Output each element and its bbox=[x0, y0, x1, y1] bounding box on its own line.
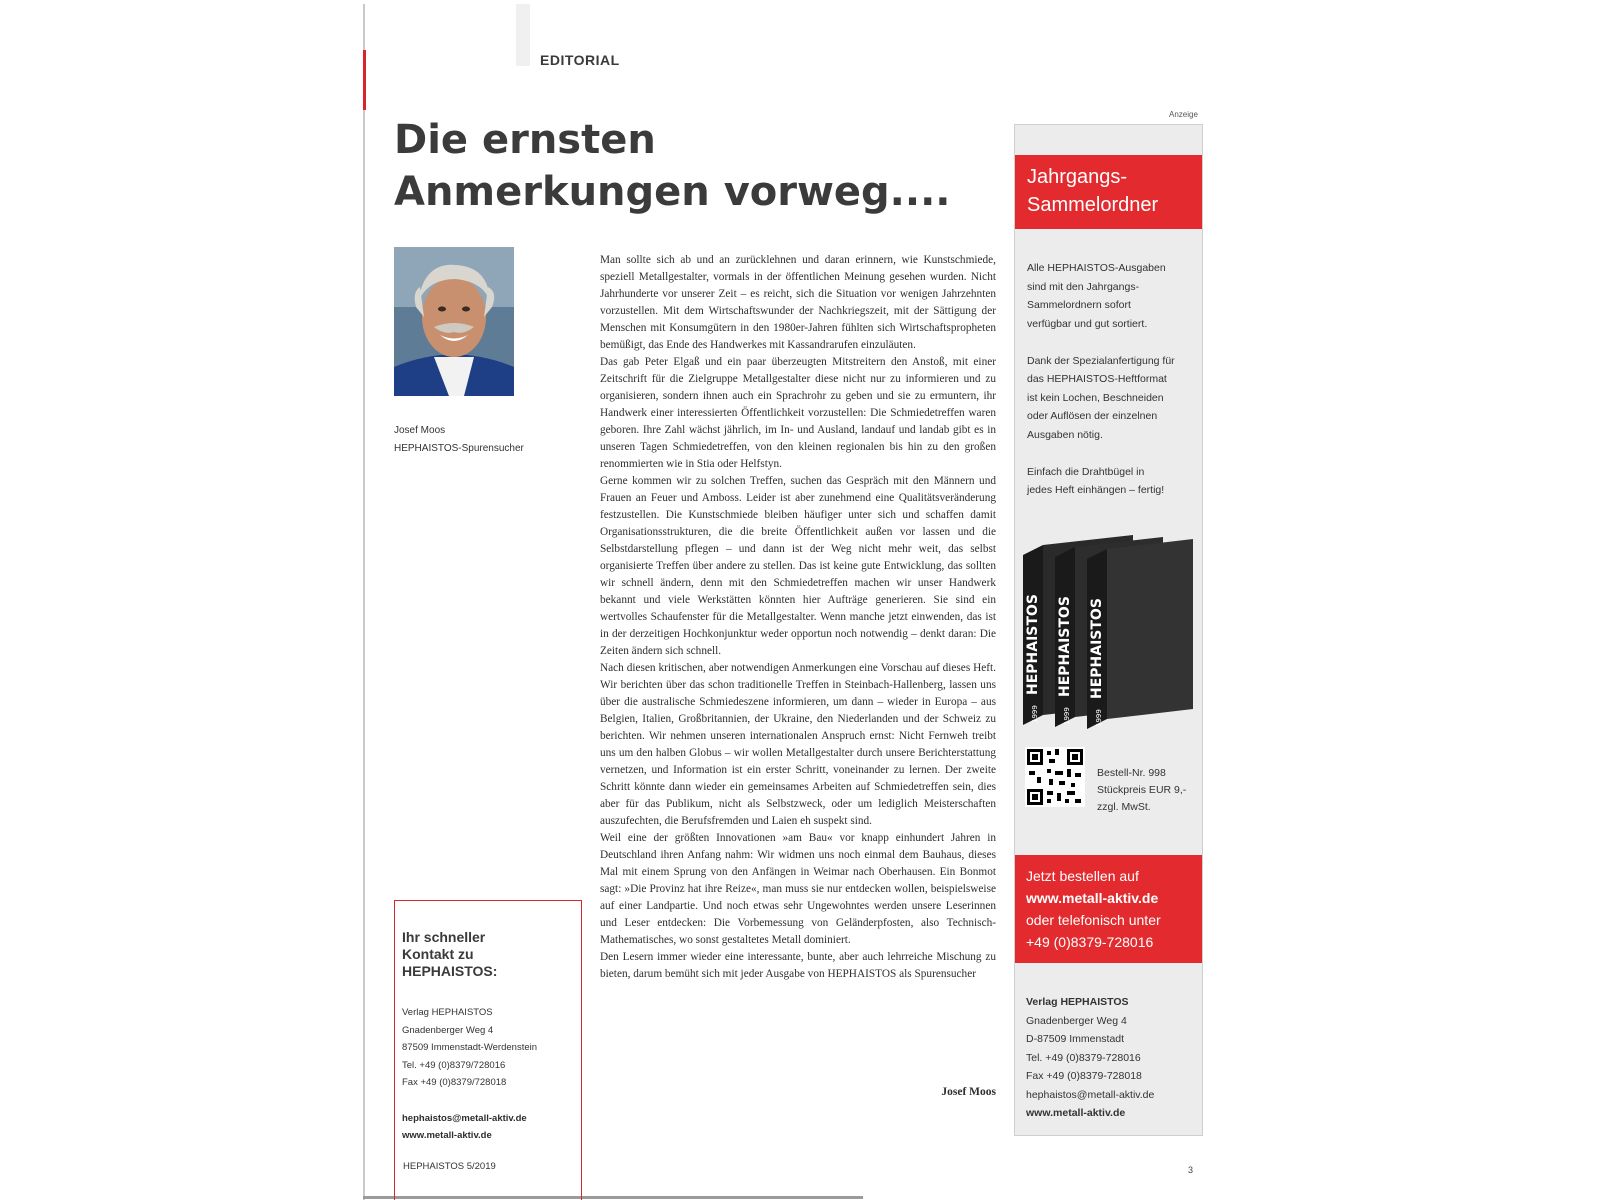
contact-box bbox=[394, 900, 582, 1200]
headline bbox=[394, 114, 954, 218]
issue-label: HEPHAISTOS 5/2019 bbox=[403, 1161, 496, 1172]
page-number: 3 bbox=[1188, 1165, 1194, 1175]
contact-line: 87509 Immenstadt-Werdenstein bbox=[402, 1042, 538, 1053]
article-paragraph: Gerne kommen wir zu solchen Treffen, suchen das Gespräch mit den Männern und Frauen an Feuer und Amboss. Leider ist aber zunehmend eine Qualitätsveränderung festzustellen. Die Kunstschmiede bleiben häufiger unter sich und schaffen damit Organisationsstrukturen, die die breite Öffentlichkeit außen vor lassen und die Selbstdarstellung pflegen – und dann ist der Weg nicht mehr weit, das selbst organisierte Treffen über andere zu stellen. Das ist keine gute Entwicklung, das sollten wir schnell ändern, denn mit den Schmiedetreffen machen wir unser Handwerk bekannt und viele Werkstätten könnten hier Aufträge generieren. Sie sind ein wertvolles Schaufenster für die Metallgestalter. Wenn manche jetzt einwenden, das ist in der derzeitigen Hochkonjunktur weder opportun noch notwendig – denkt daran: Die Zeiten ändern sich schnell. bbox=[600, 475, 996, 657]
article-paragraph: Das gab Peter Elgaß und ein paar überzeugten Mitstreitern den Anstoß, mit einer Zeitschrift für die Zielgruppe Metallgestalter diese nicht nur zu informieren und zu organisieren, sondern ihnen auch ein Sprachrohr zu geben und sie zu ermuntern, ihr Handwerk einer interessierten Öffentlichkeit vorzustellen: Die Schmiedetreffen waren geboren. Ihre Zahl wächst jährlich, im In- und Ausland, landauf und landab gibt es in unseren Tagen Schmiedetreffen, von den kleinen regionalen bis hin zu den großen renommierten wie in Stia oder Helfstyn. bbox=[600, 356, 996, 470]
cta-phone[interactable]: +49 (0)8379-728016 bbox=[1026, 934, 1154, 950]
ad-copy-line: ist kein Lochen, Beschneiden bbox=[1027, 391, 1164, 404]
order-info bbox=[1097, 765, 1186, 816]
publisher-email-link[interactable]: hephaistos@metall-aktiv.de bbox=[1026, 1088, 1155, 1101]
publisher-name: Verlag HEPHAISTOS bbox=[1026, 996, 1129, 1008]
order-price: Stückpreis EUR 9,- bbox=[1097, 784, 1187, 796]
binder-year: 1999 bbox=[1095, 709, 1103, 727]
binder-brand: HEPHAISTOS bbox=[1089, 598, 1105, 699]
cta-line: oder telefonisch unter bbox=[1026, 912, 1161, 928]
author-name: Josef Moos bbox=[394, 425, 446, 436]
contact-line: Gnadenberger Weg 4 bbox=[402, 1024, 494, 1036]
article-signature: Josef Moos bbox=[941, 1086, 996, 1098]
binder-brand: HEPHAISTOS bbox=[1057, 596, 1073, 697]
publisher-phone: Tel. +49 (0)8379-728016 bbox=[1026, 1051, 1141, 1064]
ad-copy-line: das HEPHAISTOS-Heftformat bbox=[1027, 373, 1167, 385]
contact-line: Verlag HEPHAISTOS bbox=[402, 1007, 493, 1018]
ad-copy-line: Alle HEPHAISTOS-Ausgaben bbox=[1027, 262, 1166, 274]
binder-year: 1999 bbox=[1063, 707, 1071, 725]
section-label: EDITORIAL bbox=[540, 52, 620, 68]
ad-copy-line: oder Auflösen der einzelnen bbox=[1027, 410, 1158, 422]
advertisement bbox=[1014, 124, 1203, 1136]
contact-title bbox=[402, 929, 574, 980]
ad-copy-line: verfügbar und gut sortiert. bbox=[1027, 317, 1148, 330]
publisher-fax: Fax +49 (0)8379-728018 bbox=[1026, 1070, 1142, 1082]
red-edge-marker bbox=[363, 50, 366, 110]
author-photo-image bbox=[394, 247, 514, 396]
headline-line: Anmerkungen vorweg.... bbox=[394, 169, 951, 215]
author-role: HEPHAISTOS-Spurensucher bbox=[394, 443, 524, 454]
ad-call-to-action bbox=[1015, 855, 1203, 963]
article-paragraph: Den Lesern immer wieder eine interessante, bunte, aber auch lehrreiche Mischung zu bieten, darum bemüht sich mit jeder Ausgabe von HEPHAISTOS als Spurensucher bbox=[600, 951, 996, 980]
binder-brand: HEPHAISTOS bbox=[1025, 594, 1041, 695]
cta-line: Jetzt bestellen auf bbox=[1026, 868, 1139, 884]
contact-phone: Tel. +49 (0)8379/728016 bbox=[402, 1059, 506, 1071]
order-number: Bestell-Nr. 998 bbox=[1097, 767, 1166, 779]
contact-address bbox=[402, 1004, 574, 1092]
binder-year: 1999 bbox=[1031, 705, 1039, 723]
ad-title bbox=[1015, 155, 1203, 229]
ad-copy-line: sind mit den Jahrgangs- bbox=[1027, 280, 1140, 293]
publisher-line: Gnadenberger Weg 4 bbox=[1026, 1014, 1127, 1027]
article-body bbox=[600, 252, 996, 983]
author-photo bbox=[394, 247, 514, 396]
ad-copy-line: Einfach die Drahtbügel in bbox=[1027, 465, 1145, 478]
ad-paragraph bbox=[1027, 463, 1193, 500]
ad-copy-line: jedes Heft einhängen – fertig! bbox=[1027, 484, 1165, 496]
contact-title-line: HEPHAISTOS: bbox=[402, 963, 498, 979]
ad-title-line: Sammelordner bbox=[1027, 194, 1159, 216]
ad-copy-line: Dank der Spezialanfertigung für bbox=[1027, 354, 1175, 367]
ad-publisher bbox=[1026, 993, 1154, 1123]
article-paragraph: Weil eine der größten Innovationen »am Bau« vor knapp einhundert Jahren in Deutschland ihren Anfang nahm: Wir widmen uns noch einmal dem Bauhaus, dieses Mal mit einem Sprung von den Anfängen in Weimar nach Oberhausen. Ein Bonmot sagt: »Die Provinz hat ihre Reize«, man muss sie nur entdecken wollen, beispielsweise auf einer Landpartie. Und noch etwas sehr Ungewohntes werden unsere Leserinnen und Leser entdecken: Die Vorbemessung von Geländerpfosten, also Technisch-Mathematisches, wo sonst gestaltetes Metall dominiert. bbox=[600, 832, 996, 946]
publisher-website-link[interactable]: www.metall-aktiv.de bbox=[1026, 1107, 1126, 1119]
binders-image bbox=[1023, 535, 1195, 735]
article-paragraph: Nach diesen kritischen, aber notwendigen Anmerkungen eine Vorschau auf dieses Heft. Wir berichten über das schon traditionelle Treffen in Steinbach-Hallenberg, lassen uns über die australische Schmiedeszene informieren, um dann – wieder in Europa – aus Belgien, Italien, Großbritannien, der Ukraine, den Niederlanden und der Schweiz zu berichten. Wir nehmen unseren internationalen Anspruch ernst: Nicht Fernweh treibt uns um den halben Globus – wir wollen Metallgestalter durch unsere Berichterstattung vernetzen, und Information ist ein erster Schritt, voneinander zu lernen. Der zweite Schritt könnte dann wieder ein gemeinsames Arbeiten auf Schmiedetreffen sein, dies aber für das Publikum, nicht als Selbstzweck, oder um lediglich Meisterschaften auszufechten, die Berufsfremden und Laien eh suspekt sind. bbox=[600, 662, 996, 827]
contact-title-line: Kontakt zu bbox=[402, 946, 474, 962]
article-paragraph: Man sollte sich ab und an zurücklehnen und daran erinnern, wie Kunstschmiede, speziell Metallgestalter, vormals in der öffentlichen Meinung gesehen wurden. Nicht Jahrhunderte vor unserer Zeit – es reicht, sich die Situation vor wenigen Jahrzehnten vorzustellen. Mit dem Wirtschaftswunder der Nachkriegszeit, mit der Sättigung der Menschen mit Konsumgütern in den 1980er-Jahren fühlten sich Wirtschaftspropheten bemüßigt, das Ende des Handwerkes mit Kassandrarufen einzuläuten. bbox=[600, 254, 996, 351]
ad-paragraph bbox=[1027, 259, 1193, 333]
cta-website-link[interactable]: www.metall-aktiv.de bbox=[1026, 890, 1159, 906]
contact-title-line: Ihr schneller bbox=[402, 929, 486, 945]
ad-title-line: Jahrgangs- bbox=[1027, 166, 1128, 188]
section-tab bbox=[516, 4, 530, 66]
ad-copy-line: Ausgaben nötig. bbox=[1027, 428, 1103, 441]
contact-web bbox=[402, 1110, 574, 1145]
ad-label: Anzeige bbox=[1169, 110, 1198, 119]
contact-email-link[interactable]: hephaistos@metall-aktiv.de bbox=[402, 1112, 527, 1124]
publisher-line: D-87509 Immenstadt bbox=[1026, 1033, 1125, 1045]
contact-fax: Fax +49 (0)8379/728018 bbox=[402, 1077, 507, 1088]
contact-website-link[interactable]: www.metall-aktiv.de bbox=[402, 1130, 492, 1141]
page-edge bbox=[363, 4, 365, 1200]
ad-paragraph bbox=[1027, 352, 1193, 445]
qr-code[interactable] bbox=[1025, 747, 1085, 807]
ad-copy-line: Sammelordnern sofort bbox=[1027, 299, 1131, 311]
order-tax: zzgl. MwSt. bbox=[1097, 801, 1151, 813]
author-caption bbox=[394, 422, 524, 458]
headline-line: Die ernsten bbox=[394, 117, 656, 163]
ad-copy bbox=[1027, 259, 1193, 518]
